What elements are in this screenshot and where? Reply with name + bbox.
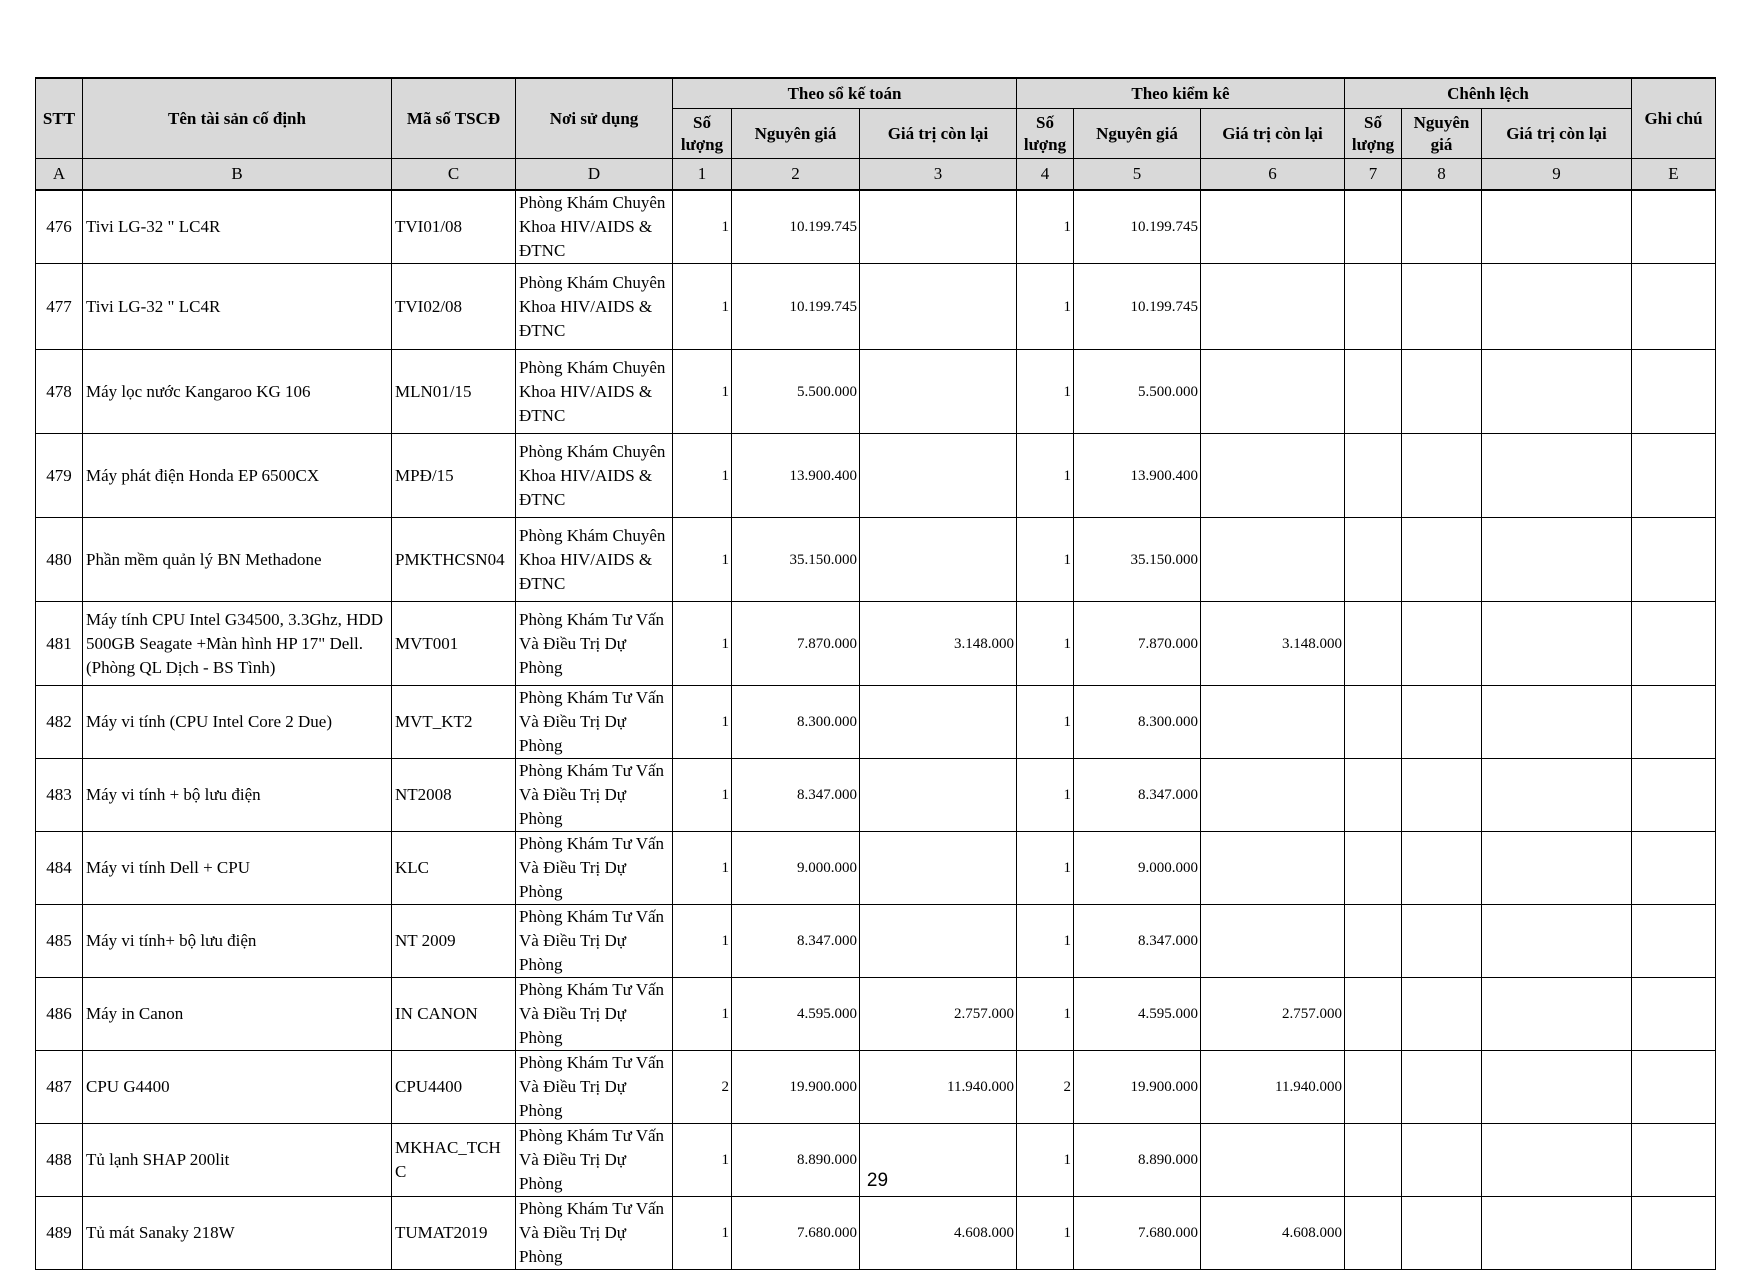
inventory-original-price-cell: 9.000.000 bbox=[1074, 832, 1201, 905]
difference-remaining-value-cell bbox=[1482, 1197, 1632, 1270]
notes-cell bbox=[1632, 1051, 1716, 1124]
asset-name-cell: Máy vi tính+ bộ lưu điện bbox=[83, 905, 392, 978]
inventory-qty-cell: 1 bbox=[1017, 1124, 1074, 1197]
inventory-qty-cell: 1 bbox=[1017, 686, 1074, 759]
inventory-qty-cell: 2 bbox=[1017, 1051, 1074, 1124]
location-cell: Phòng Khám Tư Vấn Và Điều Trị Dự Phòng bbox=[516, 978, 673, 1051]
difference-remaining-value-cell bbox=[1482, 905, 1632, 978]
column-letter: A bbox=[36, 159, 83, 191]
books-qty-cell: 1 bbox=[673, 350, 732, 434]
header-books-qty: Số lượng bbox=[673, 109, 732, 159]
books-original-price-cell: 5.500.000 bbox=[732, 350, 860, 434]
asset-code-cell: MPĐ/15 bbox=[392, 434, 516, 518]
difference-qty-cell bbox=[1345, 518, 1402, 602]
location-cell: Phòng Khám Tư Vấn Và Điều Trị Dự Phòng bbox=[516, 759, 673, 832]
books-qty-cell: 1 bbox=[673, 264, 732, 350]
location-cell: Phòng Khám Tư Vấn Và Điều Trị Dự Phòng bbox=[516, 602, 673, 686]
books-remaining-value-cell bbox=[860, 832, 1017, 905]
inventory-qty-cell: 1 bbox=[1017, 1197, 1074, 1270]
asset-name-cell: Máy vi tính + bộ lưu điện bbox=[83, 759, 392, 832]
asset-code-cell: TUMAT2019 bbox=[392, 1197, 516, 1270]
column-letter: E bbox=[1632, 159, 1716, 191]
asset-name-cell: Máy vi tính Dell + CPU bbox=[83, 832, 392, 905]
table-row bbox=[36, 1051, 1716, 1124]
header-difference-original-price: Nguyên giá bbox=[1402, 109, 1482, 159]
inventory-original-price-cell: 8.300.000 bbox=[1074, 686, 1201, 759]
difference-original-price-cell bbox=[1402, 602, 1482, 686]
asset-name-cell: Tivi LG-32 " LC4R bbox=[83, 190, 392, 264]
difference-original-price-cell bbox=[1402, 686, 1482, 759]
column-letter: 3 bbox=[860, 159, 1017, 191]
inventory-qty-cell: 1 bbox=[1017, 905, 1074, 978]
books-original-price-cell: 8.347.000 bbox=[732, 905, 860, 978]
books-qty-cell: 1 bbox=[673, 1124, 732, 1197]
inventory-qty-cell: 1 bbox=[1017, 350, 1074, 434]
difference-remaining-value-cell bbox=[1482, 1051, 1632, 1124]
table-row bbox=[36, 434, 1716, 518]
location-cell: Phòng Khám Tư Vấn Và Điều Trị Dự Phòng bbox=[516, 905, 673, 978]
column-letter: 1 bbox=[673, 159, 732, 191]
asset-code-cell: TVI02/08 bbox=[392, 264, 516, 350]
row-stt: 478 bbox=[36, 350, 83, 434]
inventory-remaining-value-cell bbox=[1201, 905, 1345, 978]
books-original-price-cell: 35.150.000 bbox=[732, 518, 860, 602]
books-original-price-cell: 13.900.400 bbox=[732, 434, 860, 518]
asset-code-cell: MKHAC_TCHC bbox=[392, 1124, 516, 1197]
books-qty-cell: 1 bbox=[673, 978, 732, 1051]
notes-cell bbox=[1632, 264, 1716, 350]
books-qty-cell: 1 bbox=[673, 190, 732, 264]
books-original-price-cell: 7.680.000 bbox=[732, 1197, 860, 1270]
inventory-qty-cell: 1 bbox=[1017, 759, 1074, 832]
books-original-price-cell: 8.347.000 bbox=[732, 759, 860, 832]
inventory-qty-cell: 1 bbox=[1017, 434, 1074, 518]
books-qty-cell: 1 bbox=[673, 434, 732, 518]
books-qty-cell: 1 bbox=[673, 518, 732, 602]
difference-remaining-value-cell bbox=[1482, 759, 1632, 832]
row-stt: 483 bbox=[36, 759, 83, 832]
column-letter: 7 bbox=[1345, 159, 1402, 191]
table-body bbox=[36, 190, 1716, 1270]
books-remaining-value-cell bbox=[860, 759, 1017, 832]
asset-code-cell: MLN01/15 bbox=[392, 350, 516, 434]
header-difference-qty: Số lượng bbox=[1345, 109, 1402, 159]
inventory-remaining-value-cell: 2.757.000 bbox=[1201, 978, 1345, 1051]
inventory-qty-cell: 1 bbox=[1017, 978, 1074, 1051]
notes-cell bbox=[1632, 602, 1716, 686]
books-original-price-cell: 9.000.000 bbox=[732, 832, 860, 905]
books-qty-cell: 2 bbox=[673, 1051, 732, 1124]
column-letter: D bbox=[516, 159, 673, 191]
difference-original-price-cell bbox=[1402, 978, 1482, 1051]
row-stt: 485 bbox=[36, 905, 83, 978]
inventory-remaining-value-cell bbox=[1201, 518, 1345, 602]
notes-cell bbox=[1632, 434, 1716, 518]
asset-code-cell: MVT_KT2 bbox=[392, 686, 516, 759]
difference-qty-cell bbox=[1345, 832, 1402, 905]
column-letter: 4 bbox=[1017, 159, 1074, 191]
books-remaining-value-cell bbox=[860, 350, 1017, 434]
fixed-asset-inventory-table bbox=[35, 77, 1716, 1270]
table-row bbox=[36, 1197, 1716, 1270]
books-original-price-cell: 10.199.745 bbox=[732, 264, 860, 350]
difference-original-price-cell bbox=[1402, 190, 1482, 264]
header-group-difference: Chênh lệch bbox=[1345, 78, 1632, 109]
difference-qty-cell bbox=[1345, 350, 1402, 434]
books-original-price-cell: 8.890.000 bbox=[732, 1124, 860, 1197]
column-letter: 2 bbox=[732, 159, 860, 191]
column-letter: 9 bbox=[1482, 159, 1632, 191]
difference-qty-cell bbox=[1345, 1051, 1402, 1124]
location-cell: Phòng Khám Chuyên Khoa HIV/AIDS & ĐTNC bbox=[516, 434, 673, 518]
books-remaining-value-cell: 4.608.000 bbox=[860, 1197, 1017, 1270]
books-original-price-cell: 4.595.000 bbox=[732, 978, 860, 1051]
asset-name-cell: Máy in Canon bbox=[83, 978, 392, 1051]
books-remaining-value-cell: 3.148.000 bbox=[860, 602, 1017, 686]
column-letter: C bbox=[392, 159, 516, 191]
difference-remaining-value-cell bbox=[1482, 190, 1632, 264]
difference-remaining-value-cell bbox=[1482, 350, 1632, 434]
header-asset-name: Tên tài sản cố định bbox=[83, 78, 392, 159]
difference-original-price-cell bbox=[1402, 264, 1482, 350]
table-row bbox=[36, 686, 1716, 759]
header-group-inventory: Theo kiểm kê bbox=[1017, 78, 1345, 109]
books-qty-cell: 1 bbox=[673, 602, 732, 686]
books-qty-cell: 1 bbox=[673, 1197, 732, 1270]
column-letter: B bbox=[83, 159, 392, 191]
inventory-remaining-value-cell bbox=[1201, 759, 1345, 832]
inventory-remaining-value-cell: 3.148.000 bbox=[1201, 602, 1345, 686]
difference-original-price-cell bbox=[1402, 905, 1482, 978]
column-letter-row bbox=[36, 159, 1716, 191]
difference-remaining-value-cell bbox=[1482, 686, 1632, 759]
row-stt: 482 bbox=[36, 686, 83, 759]
table-row bbox=[36, 190, 1716, 264]
difference-qty-cell bbox=[1345, 434, 1402, 518]
books-qty-cell: 1 bbox=[673, 759, 732, 832]
difference-original-price-cell bbox=[1402, 759, 1482, 832]
inventory-original-price-cell: 8.347.000 bbox=[1074, 759, 1201, 832]
header-notes: Ghi chú bbox=[1632, 78, 1716, 159]
asset-name-cell: Tủ mát Sanaky 218W bbox=[83, 1197, 392, 1270]
asset-name-cell: Máy lọc nước Kangaroo KG 106 bbox=[83, 350, 392, 434]
books-remaining-value-cell bbox=[860, 264, 1017, 350]
asset-name-cell: Máy tính CPU Intel G34500, 3.3Ghz, HDD 500GB Seagate +Màn hình HP 17" Dell. (Phòng QL Dịch - BS Tình) bbox=[83, 602, 392, 686]
books-original-price-cell: 8.300.000 bbox=[732, 686, 860, 759]
row-stt: 479 bbox=[36, 434, 83, 518]
difference-qty-cell bbox=[1345, 602, 1402, 686]
notes-cell bbox=[1632, 190, 1716, 264]
inventory-qty-cell: 1 bbox=[1017, 832, 1074, 905]
inventory-remaining-value-cell: 11.940.000 bbox=[1201, 1051, 1345, 1124]
row-stt: 487 bbox=[36, 1051, 83, 1124]
row-stt: 477 bbox=[36, 264, 83, 350]
notes-cell bbox=[1632, 350, 1716, 434]
row-stt: 488 bbox=[36, 1124, 83, 1197]
asset-name-cell: Tivi LG-32 " LC4R bbox=[83, 264, 392, 350]
books-remaining-value-cell bbox=[860, 905, 1017, 978]
asset-code-cell: CPU4400 bbox=[392, 1051, 516, 1124]
difference-original-price-cell bbox=[1402, 350, 1482, 434]
asset-code-cell: PMKTHCSN04 bbox=[392, 518, 516, 602]
inventory-original-price-cell: 7.870.000 bbox=[1074, 602, 1201, 686]
notes-cell bbox=[1632, 978, 1716, 1051]
table-row bbox=[36, 832, 1716, 905]
inventory-original-price-cell: 5.500.000 bbox=[1074, 350, 1201, 434]
inventory-qty-cell: 1 bbox=[1017, 264, 1074, 350]
inventory-original-price-cell: 10.199.745 bbox=[1074, 190, 1201, 264]
header-asset-code: Mã số TSCĐ bbox=[392, 78, 516, 159]
difference-original-price-cell bbox=[1402, 518, 1482, 602]
difference-original-price-cell bbox=[1402, 1197, 1482, 1270]
inventory-remaining-value-cell: 4.608.000 bbox=[1201, 1197, 1345, 1270]
table-row bbox=[36, 350, 1716, 434]
inventory-original-price-cell: 35.150.000 bbox=[1074, 518, 1201, 602]
inventory-original-price-cell: 10.199.745 bbox=[1074, 264, 1201, 350]
inventory-qty-cell: 1 bbox=[1017, 602, 1074, 686]
location-cell: Phòng Khám Chuyên Khoa HIV/AIDS & ĐTNC bbox=[516, 518, 673, 602]
asset-code-cell: IN CANON bbox=[392, 978, 516, 1051]
asset-name-cell: Máy phát điện Honda EP 6500CX bbox=[83, 434, 392, 518]
table-row bbox=[36, 978, 1716, 1051]
location-cell: Phòng Khám Tư Vấn Và Điều Trị Dự Phòng bbox=[516, 1124, 673, 1197]
column-letter: 6 bbox=[1201, 159, 1345, 191]
difference-qty-cell bbox=[1345, 978, 1402, 1051]
books-remaining-value-cell bbox=[860, 686, 1017, 759]
notes-cell bbox=[1632, 686, 1716, 759]
location-cell: Phòng Khám Chuyên Khoa HIV/AIDS & ĐTNC bbox=[516, 190, 673, 264]
asset-name-cell: Phần mềm quản lý BN Methadone bbox=[83, 518, 392, 602]
difference-original-price-cell bbox=[1402, 1051, 1482, 1124]
header-inventory-qty: Số lượng bbox=[1017, 109, 1074, 159]
books-qty-cell: 1 bbox=[673, 905, 732, 978]
difference-original-price-cell bbox=[1402, 832, 1482, 905]
inventory-remaining-value-cell bbox=[1201, 350, 1345, 434]
asset-code-cell: NT 2009 bbox=[392, 905, 516, 978]
header-group-books: Theo sổ kế toán bbox=[673, 78, 1017, 109]
column-letter: 8 bbox=[1402, 159, 1482, 191]
table-row bbox=[36, 602, 1716, 686]
asset-name-cell: Máy vi tính (CPU Intel Core 2 Due) bbox=[83, 686, 392, 759]
header-inventory-remaining-value: Giá trị còn lại bbox=[1201, 109, 1345, 159]
column-letter: 5 bbox=[1074, 159, 1201, 191]
header-inventory-original-price: Nguyên giá bbox=[1074, 109, 1201, 159]
header-stt: STT bbox=[36, 78, 83, 159]
inventory-original-price-cell: 4.595.000 bbox=[1074, 978, 1201, 1051]
header-location: Nơi sử dụng bbox=[516, 78, 673, 159]
page-number: 29 bbox=[866, 1170, 889, 1191]
inventory-original-price-cell: 13.900.400 bbox=[1074, 434, 1201, 518]
inventory-original-price-cell: 19.900.000 bbox=[1074, 1051, 1201, 1124]
inventory-qty-cell: 1 bbox=[1017, 190, 1074, 264]
difference-remaining-value-cell bbox=[1482, 602, 1632, 686]
notes-cell bbox=[1632, 518, 1716, 602]
books-remaining-value-cell: 2.757.000 bbox=[860, 978, 1017, 1051]
row-stt: 481 bbox=[36, 602, 83, 686]
books-original-price-cell: 19.900.000 bbox=[732, 1051, 860, 1124]
table-row bbox=[36, 518, 1716, 602]
table-row bbox=[36, 905, 1716, 978]
difference-qty-cell bbox=[1345, 759, 1402, 832]
location-cell: Phòng Khám Chuyên Khoa HIV/AIDS & ĐTNC bbox=[516, 350, 673, 434]
inventory-remaining-value-cell bbox=[1201, 686, 1345, 759]
asset-name-cell: CPU G4400 bbox=[83, 1051, 392, 1124]
row-stt: 486 bbox=[36, 978, 83, 1051]
books-original-price-cell: 10.199.745 bbox=[732, 190, 860, 264]
inventory-qty-cell: 1 bbox=[1017, 518, 1074, 602]
row-stt: 489 bbox=[36, 1197, 83, 1270]
difference-remaining-value-cell bbox=[1482, 978, 1632, 1051]
difference-remaining-value-cell bbox=[1482, 518, 1632, 602]
asset-name-cell: Tủ lạnh SHAP 200lit bbox=[83, 1124, 392, 1197]
notes-cell bbox=[1632, 759, 1716, 832]
header-difference-remaining-value: Giá trị còn lại bbox=[1482, 109, 1632, 159]
notes-cell bbox=[1632, 905, 1716, 978]
location-cell: Phòng Khám Tư Vấn Và Điều Trị Dự Phòng bbox=[516, 686, 673, 759]
location-cell: Phòng Khám Tư Vấn Và Điều Trị Dự Phòng bbox=[516, 832, 673, 905]
books-remaining-value-cell bbox=[860, 434, 1017, 518]
difference-remaining-value-cell bbox=[1482, 264, 1632, 350]
difference-original-price-cell bbox=[1402, 434, 1482, 518]
table-row bbox=[36, 759, 1716, 832]
notes-cell bbox=[1632, 1197, 1716, 1270]
asset-code-cell: MVT001 bbox=[392, 602, 516, 686]
inventory-original-price-cell: 8.347.000 bbox=[1074, 905, 1201, 978]
books-qty-cell: 1 bbox=[673, 832, 732, 905]
table-header bbox=[36, 78, 1716, 190]
location-cell: Phòng Khám Chuyên Khoa HIV/AIDS & ĐTNC bbox=[516, 264, 673, 350]
inventory-remaining-value-cell bbox=[1201, 190, 1345, 264]
asset-code-cell: TVI01/08 bbox=[392, 190, 516, 264]
difference-qty-cell bbox=[1345, 264, 1402, 350]
inventory-remaining-value-cell bbox=[1201, 434, 1345, 518]
asset-code-cell: NT2008 bbox=[392, 759, 516, 832]
books-qty-cell: 1 bbox=[673, 686, 732, 759]
row-stt: 480 bbox=[36, 518, 83, 602]
header-books-original-price: Nguyên giá bbox=[732, 109, 860, 159]
difference-qty-cell bbox=[1345, 905, 1402, 978]
difference-qty-cell bbox=[1345, 1197, 1402, 1270]
location-cell: Phòng Khám Tư Vấn Và Điều Trị Dự Phòng bbox=[516, 1051, 673, 1124]
notes-cell bbox=[1632, 832, 1716, 905]
difference-qty-cell bbox=[1345, 686, 1402, 759]
books-remaining-value-cell: 11.940.000 bbox=[860, 1051, 1017, 1124]
difference-remaining-value-cell bbox=[1482, 434, 1632, 518]
books-original-price-cell: 7.870.000 bbox=[732, 602, 860, 686]
inventory-original-price-cell: 7.680.000 bbox=[1074, 1197, 1201, 1270]
asset-code-cell: KLC bbox=[392, 832, 516, 905]
location-cell: Phòng Khám Tư Vấn Và Điều Trị Dự Phòng bbox=[516, 1197, 673, 1270]
table-row bbox=[36, 264, 1716, 350]
inventory-original-price-cell: 8.890.000 bbox=[1074, 1124, 1201, 1197]
books-remaining-value-cell bbox=[860, 190, 1017, 264]
inventory-remaining-value-cell bbox=[1201, 832, 1345, 905]
header-books-remaining-value: Giá trị còn lại bbox=[860, 109, 1017, 159]
difference-remaining-value-cell bbox=[1482, 832, 1632, 905]
inventory-remaining-value-cell bbox=[1201, 264, 1345, 350]
difference-qty-cell bbox=[1345, 190, 1402, 264]
row-stt: 476 bbox=[36, 190, 83, 264]
row-stt: 484 bbox=[36, 832, 83, 905]
books-remaining-value-cell bbox=[860, 518, 1017, 602]
